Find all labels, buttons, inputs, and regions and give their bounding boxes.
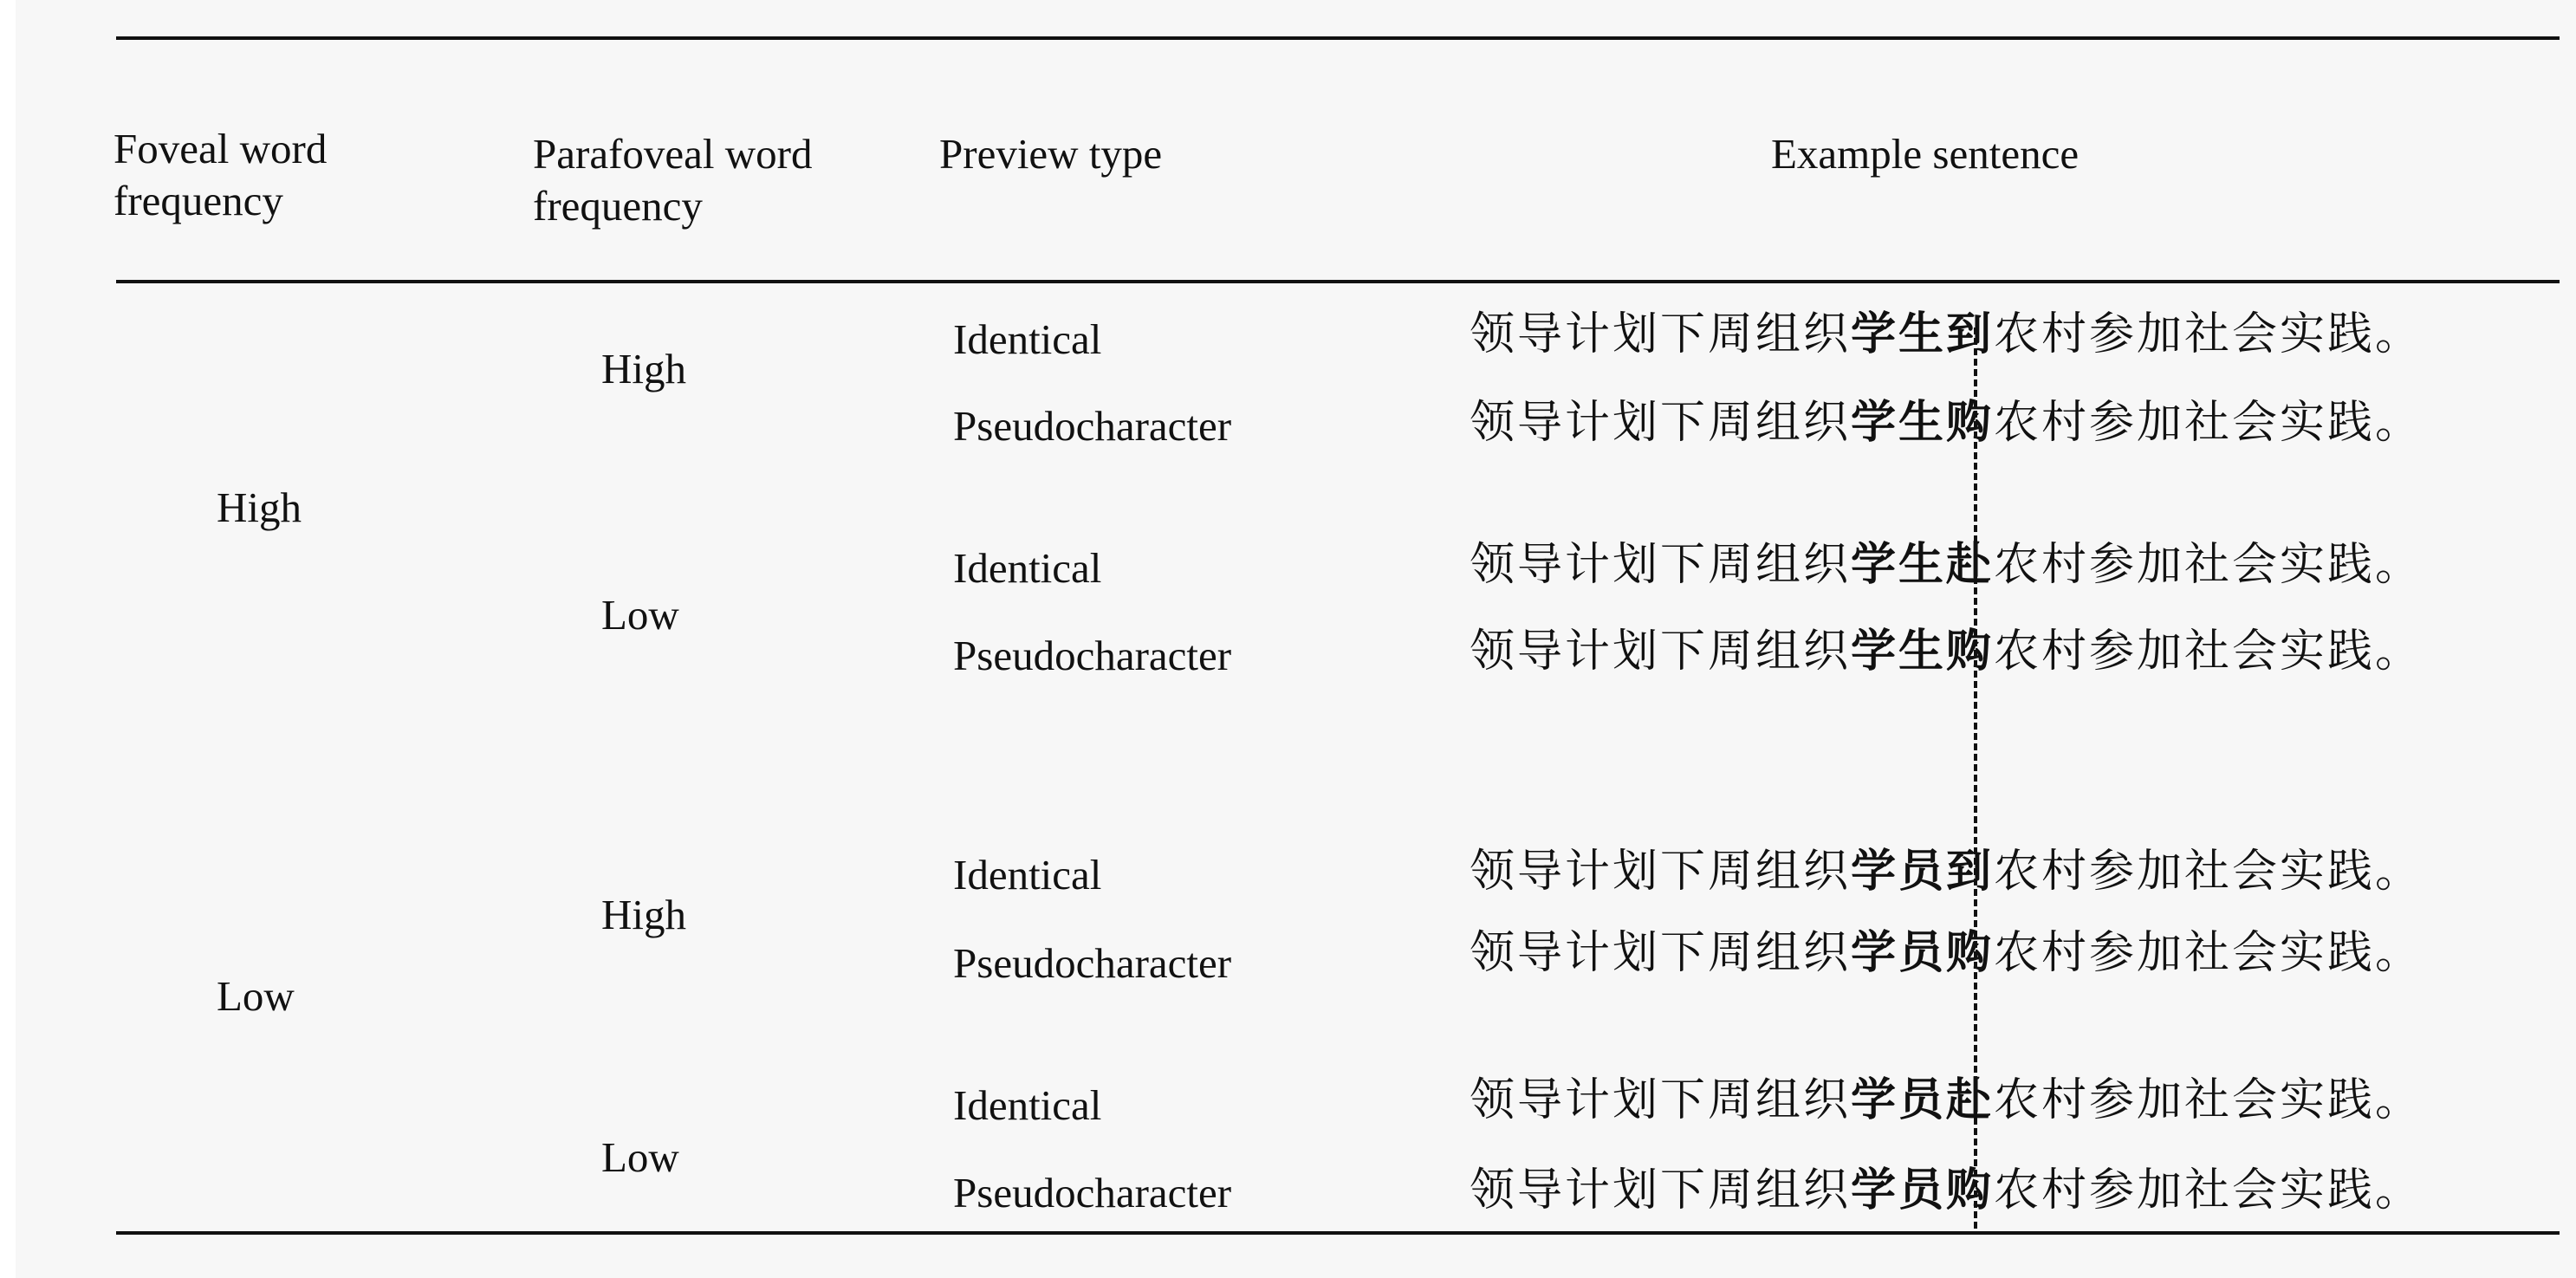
- preview-type: Pseudocharacter: [953, 632, 1232, 679]
- table-bottom-rule: [116, 1231, 2560, 1235]
- table-header-rule: [116, 280, 2560, 283]
- header-example-sentence: Example sentence: [1771, 130, 2080, 178]
- invisible-boundary-line: [1974, 328, 1977, 1229]
- example-sentence: 领导计划下周组织学员购农村参加社会实践。: [1470, 1164, 2424, 1216]
- preview-type: Pseudocharacter: [953, 402, 1232, 450]
- header-preview-type: Preview type: [939, 130, 1163, 178]
- target-words: 学员购: [1851, 1164, 1995, 1216]
- preview-type: Identical: [953, 1081, 1102, 1129]
- example-sentence: 领导计划下周组织学生购农村参加社会实践。: [1470, 397, 2424, 449]
- target-words: 学生赴: [1851, 539, 1995, 591]
- target-words: 学员购: [1851, 927, 1995, 979]
- header-parafoveal-frequency: Parafoveal word frequency: [533, 130, 813, 230]
- target-words: 学生购: [1851, 626, 1995, 678]
- example-sentence: 领导计划下周组织学生购农村参加社会实践。: [1470, 626, 2424, 678]
- example-sentence: 领导计划下周组织学员购农村参加社会实践。: [1470, 927, 2424, 979]
- preview-type: Pseudocharacter: [953, 939, 1232, 987]
- parafoveal-high-2: High: [601, 891, 686, 938]
- parafoveal-high-1: High: [601, 345, 686, 392]
- foveal-low: Low: [217, 972, 295, 1020]
- header-foveal-frequency: Foveal word frequency: [114, 125, 328, 224]
- target-words: 学生到: [1851, 308, 1995, 360]
- target-words: 学生购: [1851, 397, 1995, 449]
- stimulus-table: [16, 0, 2576, 1278]
- target-words: 学员赴: [1851, 1074, 1995, 1126]
- example-sentence: 领导计划下周组织学员到农村参加社会实践。: [1470, 846, 2424, 898]
- preview-type: Identical: [953, 544, 1102, 592]
- parafoveal-low-2: Low: [601, 1133, 679, 1181]
- example-sentence: 领导计划下周组织学生到农村参加社会实践。: [1470, 308, 2424, 360]
- example-sentence: 领导计划下周组织学生赴农村参加社会实践。: [1470, 539, 2424, 591]
- foveal-high: High: [217, 483, 302, 531]
- target-words: 学员到: [1851, 846, 1995, 898]
- table-top-rule: [116, 36, 2560, 40]
- preview-type: Pseudocharacter: [953, 1169, 1232, 1216]
- preview-type: Identical: [953, 315, 1102, 363]
- example-sentence: 领导计划下周组织学员赴农村参加社会实践。: [1470, 1074, 2424, 1126]
- preview-type: Identical: [953, 851, 1102, 898]
- parafoveal-low-1: Low: [601, 591, 679, 639]
